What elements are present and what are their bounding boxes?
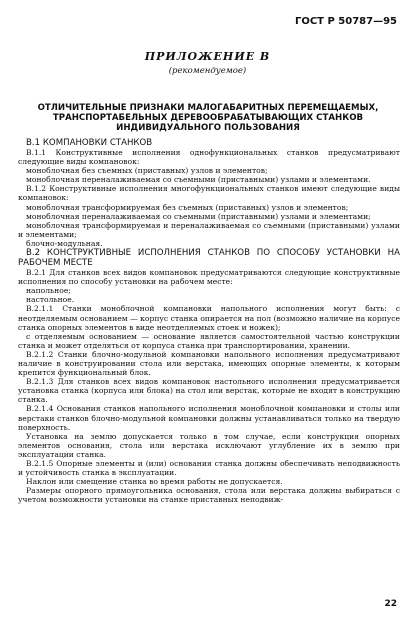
- paragraph: настольное.: [26, 295, 75, 305]
- paragraph: В.2.1.4 Основания станков напольного исполнения моноблочной компановки и столы или верстаки станков блочно-модульной компановки должны устанавливаться только на твердую поверхность.: [18, 404, 400, 432]
- paragraph: моноблочная трансформируемая и переналаживаемая со съемными (приставными) узлами и элементами;: [18, 220, 400, 239]
- paragraph: В.2.1.5 Опорные элементы и (или) основания станка должны обеспечивать неподвижность и устойчивость станка в эксплуатации.: [18, 459, 400, 478]
- appendix-label: ПРИЛОЖЕНИЕ В: [144, 50, 271, 63]
- appendix-note: (рекомендуемое): [168, 66, 247, 76]
- paragraph: напольное;: [26, 286, 71, 296]
- section-heading: В.2 КОНСТРУКТИВНЫЕ ИСПОЛНЕНИЯ СТАНКОВ ПО СПОСОБУ УСТАНОВКИ НА РАБОЧЕМ МЕСТЕ: [18, 248, 400, 269]
- paragraph: с отделяемым основанием — основание является самостоятельной частью конструкции станка и может отделяться от корпуса станка при транспортировании, хранении.: [18, 331, 400, 350]
- paragraph: моноблочная без съемных (приставных) узлов и элементов;: [26, 166, 268, 176]
- paragraph: моноблочная переналаживаемая со съемными (приставными) узлами и элементами;: [26, 211, 371, 221]
- paragraph: В.2.1.2 Станки блочно-модульной компановки напольного исполнения предусматривают наличие в конструировании стола или верстака, имеющих опорные элементы, к которым крепится функциональный блок.: [18, 349, 400, 378]
- standard-number: ГОСТ Р 50787—95: [294, 16, 397, 27]
- paragraph: Установка на землю допускается только в том случае, если конструкция опорных элементов основания, стола или верстака исключают углубление их в землю при эксплуатации станка.: [18, 431, 400, 459]
- page-number: 22: [384, 599, 397, 609]
- paragraph: В.2.1.1 Станки моноблочной компановки напольного исполнения могут быть: с неотделяемым основанием — корпус станка опирается на пол (возможно наличие на корпусе станка опорных элементов в виде неотделяемых стоек и ножек);: [18, 304, 400, 332]
- paragraph: В.1.2 Конструктивные исполнения многофункциональных станков имеют следующие виды компановок:: [18, 184, 400, 203]
- document-title: ОТЛИЧИТЕЛЬНЫЕ ПРИЗНАКИ МАЛОГАБАРИТНЫХ ПЕРЕМЕЩАЕМЫХ, ТРАНСПОРТАБЕЛЬНЫХ ДЕРЕВООБРАБАТЫВАЮЩИХ СТАНКОВ ИНДИВИДУАЛЬНОГО ПОЛЬЗОВАНИЯ: [37, 103, 379, 133]
- document-body: [18, 138, 400, 504]
- paragraph: моноблочная переналаживаемая со съемными (приставными) узлами и элементами.: [26, 175, 371, 185]
- paragraph: В.1.1 Конструктивные исполнения однофункциональных станков предусматривают следующие виды компановок:: [18, 148, 400, 167]
- section-heading: В.1 КОМПАНОВКИ СТАНКОВ: [26, 138, 153, 148]
- paragraph: моноблочная трансформируемая без съемных (приставных) узлов и элементов;: [26, 202, 349, 212]
- paragraph: Наклон или смещение станка во время работы не допускается.: [26, 477, 283, 487]
- paragraph: В.2.1 Для станков всех видов компановок предусматриваются следующие конструктивные исполнения по способу установки на рабочем месте:: [18, 268, 400, 287]
- paragraph: В.2.1.3 Для станков всех видов компановок настольного исполнения предусматривается установка станка (корпуса или блока) на стол или верстак, которые не входят в конструкцию станка.: [18, 377, 400, 405]
- paragraph: Размеры опорного прямоугольника основания, стола или верстака должны выбираться с учетом возможности установки на станке приставных неподвиж-: [18, 486, 400, 505]
- paragraph: блочно-модульная.: [26, 238, 103, 248]
